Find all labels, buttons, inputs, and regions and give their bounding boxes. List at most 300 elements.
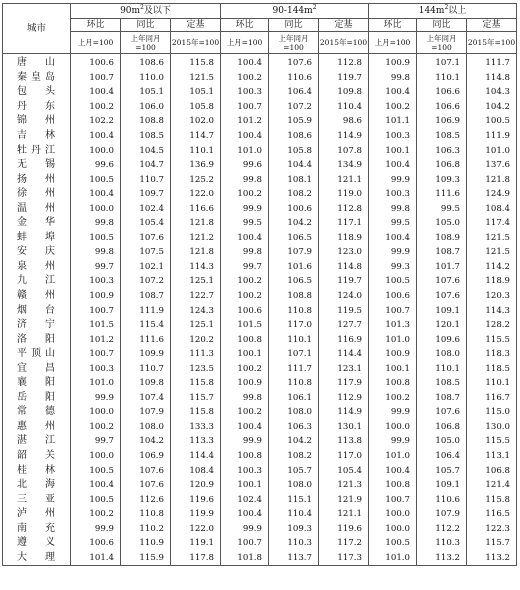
- value-cell: 114.7: [171, 129, 221, 144]
- value-cell: 115.1: [269, 492, 319, 507]
- value-cell: 100.4: [369, 231, 417, 246]
- value-cell: 118.5: [467, 361, 517, 376]
- value-cell: 100.5: [71, 463, 121, 478]
- value-cell: 121.1: [319, 172, 369, 187]
- base-header-last-month: 上月=100: [369, 32, 417, 54]
- value-cell: 106.3: [269, 420, 319, 435]
- city-name: 三亚: [17, 493, 55, 505]
- value-cell: 111.6: [417, 187, 467, 202]
- value-cell: 120.1: [417, 318, 467, 333]
- value-cell: 110.1: [171, 143, 221, 158]
- table-row: [3, 303, 517, 318]
- value-cell: 124.3: [171, 303, 221, 318]
- value-cell: 100.6: [369, 289, 417, 304]
- value-cell: 100.3: [221, 463, 269, 478]
- value-cell: 108.0: [417, 347, 467, 362]
- city-name: 安庆: [17, 246, 55, 258]
- value-cell: 100.3: [369, 187, 417, 202]
- value-cell: 114.3: [171, 260, 221, 275]
- value-cell: 106.6: [417, 85, 467, 100]
- value-cell: 127.7: [319, 318, 369, 333]
- value-cell: 116.9: [319, 332, 369, 347]
- value-cell: 99.9: [71, 522, 121, 537]
- value-cell: 108.0: [269, 405, 319, 420]
- value-cell: 102.0: [171, 114, 221, 129]
- value-cell: 100.3: [71, 274, 121, 289]
- value-cell: 100.6: [71, 536, 121, 551]
- city-name: 济宁: [17, 319, 55, 331]
- value-cell: 100.8: [369, 478, 417, 493]
- value-cell: 100.4: [71, 478, 121, 493]
- value-cell: 100.1: [369, 361, 417, 376]
- value-cell: 100.9: [369, 54, 417, 71]
- metric-header-fixed: 定基: [467, 19, 517, 32]
- city-name: 金华: [17, 217, 55, 229]
- value-cell: 99.8: [71, 245, 121, 260]
- city-name-cell: [3, 551, 71, 566]
- value-cell: 120.3: [467, 289, 517, 304]
- base-header-last-year: 上年同月=100: [121, 32, 171, 54]
- value-cell: 117.0: [319, 449, 369, 464]
- value-cell: 124.9: [467, 187, 517, 202]
- value-cell: 111.7: [467, 54, 517, 71]
- value-cell: 107.6: [269, 54, 319, 71]
- city-name-cell: [3, 507, 71, 522]
- value-cell: 100.0: [71, 449, 121, 464]
- city-name: 烟台: [17, 304, 55, 316]
- metric-header-yoy: 同比: [269, 19, 319, 32]
- city-name: 锦州: [17, 115, 55, 127]
- value-cell: 108.0: [121, 420, 171, 435]
- value-cell: 106.4: [269, 85, 319, 100]
- value-cell: 102.1: [121, 260, 171, 275]
- value-cell: 111.6: [121, 332, 171, 347]
- table-row: [3, 361, 517, 376]
- value-cell: 114.8: [319, 260, 369, 275]
- value-cell: 100.6: [71, 54, 121, 71]
- value-cell: 104.2: [269, 434, 319, 449]
- value-cell: 114.4: [171, 449, 221, 464]
- metric-header-yoy: 同比: [417, 19, 467, 32]
- value-cell: 113.3: [171, 434, 221, 449]
- value-cell: 99.3: [369, 260, 417, 275]
- value-cell: 100.9: [221, 376, 269, 391]
- value-cell: 114.3: [467, 303, 517, 318]
- value-cell: 99.7: [71, 260, 121, 275]
- value-cell: 102.2: [71, 114, 121, 129]
- city-name: 牡丹江: [17, 144, 55, 156]
- value-cell: 100.2: [221, 405, 269, 420]
- value-cell: 107.9: [417, 507, 467, 522]
- value-cell: 121.5: [467, 245, 517, 260]
- city-name-cell: [3, 71, 71, 86]
- value-cell: 99.5: [369, 216, 417, 231]
- value-cell: 107.6: [417, 405, 467, 420]
- value-cell: 125.1: [171, 274, 221, 289]
- value-cell: 109.7: [121, 187, 171, 202]
- value-cell: 104.5: [121, 143, 171, 158]
- value-cell: 99.9: [369, 245, 417, 260]
- value-cell: 100.8: [221, 449, 269, 464]
- value-cell: 109.8: [121, 376, 171, 391]
- value-cell: 105.0: [417, 434, 467, 449]
- value-cell: 108.7: [417, 245, 467, 260]
- city-name: 包头: [17, 86, 55, 98]
- price-index-table: [2, 3, 517, 566]
- value-cell: 110.4: [269, 507, 319, 522]
- city-name: 蚌埠: [17, 231, 55, 243]
- value-cell: 116.6: [171, 201, 221, 216]
- value-cell: 99.8: [369, 201, 417, 216]
- value-cell: 99.7: [71, 434, 121, 449]
- value-cell: 101.1: [369, 114, 417, 129]
- value-cell: 100.5: [71, 172, 121, 187]
- value-cell: 121.9: [319, 492, 369, 507]
- city-name-cell: [3, 376, 71, 391]
- city-name-cell: [3, 536, 71, 551]
- city-name: 湛江: [17, 435, 55, 447]
- value-cell: 106.4: [417, 449, 467, 464]
- table-row: [3, 449, 517, 464]
- value-cell: 112.2: [417, 522, 467, 537]
- value-cell: 100.3: [369, 129, 417, 144]
- table-row: [3, 274, 517, 289]
- table-row: [3, 332, 517, 347]
- value-cell: 104.4: [269, 158, 319, 173]
- value-cell: 117.4: [467, 216, 517, 231]
- city-column-header: 城市: [3, 4, 71, 54]
- value-cell: 123.1: [319, 361, 369, 376]
- value-cell: 106.8: [467, 463, 517, 478]
- value-cell: 107.6: [121, 231, 171, 246]
- table-row: [3, 54, 517, 71]
- table-row: [3, 522, 517, 537]
- value-cell: 110.1: [417, 71, 467, 86]
- value-cell: 118.9: [467, 274, 517, 289]
- value-cell: 115.5: [467, 332, 517, 347]
- value-cell: 115.8: [171, 405, 221, 420]
- value-cell: 122.0: [171, 187, 221, 202]
- city-name-cell: [3, 54, 71, 71]
- value-cell: 100.2: [221, 361, 269, 376]
- value-cell: 121.1: [319, 507, 369, 522]
- city-name: 常德: [17, 406, 55, 418]
- value-cell: 119.9: [171, 507, 221, 522]
- value-cell: 100.9: [369, 347, 417, 362]
- value-cell: 100.2: [221, 71, 269, 86]
- table-row: [3, 420, 517, 435]
- base-header-last-month: 上月=100: [71, 32, 121, 54]
- city-name: 平顶山: [17, 348, 55, 360]
- value-cell: 111.3: [171, 347, 221, 362]
- value-cell: 101.5: [71, 318, 121, 333]
- value-cell: 113.7: [269, 551, 319, 566]
- value-cell: 100.4: [71, 187, 121, 202]
- value-cell: 100.5: [71, 492, 121, 507]
- value-cell: 111.9: [467, 129, 517, 144]
- value-cell: 100.0: [369, 507, 417, 522]
- value-cell: 108.4: [467, 201, 517, 216]
- value-cell: 106.0: [121, 100, 171, 115]
- table-row: [3, 143, 517, 158]
- value-cell: 101.0: [467, 143, 517, 158]
- value-cell: 100.1: [221, 347, 269, 362]
- city-name-cell: [3, 274, 71, 289]
- value-cell: 112.8: [319, 54, 369, 71]
- city-name-cell: [3, 318, 71, 333]
- table-row: [3, 201, 517, 216]
- city-name-cell: [3, 245, 71, 260]
- city-name: 宜昌: [17, 362, 55, 374]
- value-cell: 121.8: [171, 216, 221, 231]
- city-name-cell: [3, 434, 71, 449]
- value-cell: 100.4: [71, 129, 121, 144]
- value-cell: 100.2: [221, 274, 269, 289]
- value-cell: 105.1: [171, 85, 221, 100]
- value-cell: 100.2: [369, 100, 417, 115]
- city-name: 无锡: [17, 159, 55, 171]
- value-cell: 117.2: [319, 536, 369, 551]
- city-name-cell: [3, 332, 71, 347]
- value-cell: 119.7: [319, 274, 369, 289]
- value-cell: 99.6: [221, 158, 269, 173]
- value-cell: 121.5: [467, 231, 517, 246]
- value-cell: 108.8: [269, 289, 319, 304]
- table-row: [3, 85, 517, 100]
- city-name-cell: [3, 463, 71, 478]
- table-row: [3, 405, 517, 420]
- table-row: [3, 216, 517, 231]
- value-cell: 100.2: [369, 391, 417, 406]
- value-cell: 116.7: [467, 391, 517, 406]
- value-cell: 121.8: [171, 245, 221, 260]
- value-cell: 124.0: [319, 289, 369, 304]
- value-cell: 134.9: [319, 158, 369, 173]
- value-cell: 114.8: [467, 71, 517, 86]
- city-name: 唐山: [17, 57, 55, 69]
- value-cell: 108.0: [269, 478, 319, 493]
- value-cell: 100.3: [221, 85, 269, 100]
- value-cell: 121.8: [467, 172, 517, 187]
- city-name: 遵义: [17, 537, 55, 549]
- value-cell: 121.5: [171, 71, 221, 86]
- value-cell: 107.9: [269, 245, 319, 260]
- value-cell: 107.6: [121, 463, 171, 478]
- value-cell: 114.9: [319, 129, 369, 144]
- table-row: [3, 318, 517, 333]
- table-row: [3, 100, 517, 115]
- value-cell: 99.6: [71, 158, 121, 173]
- value-cell: 101.7: [417, 260, 467, 275]
- city-name-cell: [3, 231, 71, 246]
- value-cell: 107.6: [417, 289, 467, 304]
- value-cell: 107.6: [121, 478, 171, 493]
- value-cell: 117.9: [319, 376, 369, 391]
- table-body: [3, 54, 517, 566]
- value-cell: 101.8: [221, 551, 269, 566]
- city-name-cell: [3, 201, 71, 216]
- value-cell: 110.2: [121, 522, 171, 537]
- value-cell: 100.4: [369, 85, 417, 100]
- table-row: [3, 347, 517, 362]
- city-name-cell: [3, 129, 71, 144]
- value-cell: 112.6: [121, 492, 171, 507]
- value-cell: 108.8: [121, 114, 171, 129]
- value-cell: 101.3: [369, 318, 417, 333]
- value-cell: 106.5: [269, 231, 319, 246]
- value-cell: 100.4: [221, 54, 269, 71]
- value-cell: 99.8: [221, 172, 269, 187]
- city-name: 赣州: [17, 290, 55, 302]
- city-name: 扬州: [17, 173, 55, 185]
- value-cell: 111.9: [121, 303, 171, 318]
- value-cell: 119.5: [319, 303, 369, 318]
- value-cell: 100.0: [369, 522, 417, 537]
- value-cell: 110.3: [417, 536, 467, 551]
- city-name-cell: [3, 522, 71, 537]
- value-cell: 117.1: [319, 216, 369, 231]
- city-name: 洛阳: [17, 333, 55, 345]
- value-cell: 110.8: [269, 303, 319, 318]
- value-cell: 108.7: [417, 391, 467, 406]
- table-row: [3, 172, 517, 187]
- value-cell: 100.4: [221, 231, 269, 246]
- value-cell: 105.0: [417, 216, 467, 231]
- value-cell: 122.0: [171, 522, 221, 537]
- base-header-2015: 2015年=100: [171, 32, 221, 54]
- city-name: 九江: [17, 275, 55, 287]
- value-cell: 110.9: [121, 536, 171, 551]
- value-cell: 114.9: [319, 405, 369, 420]
- table-row: [3, 376, 517, 391]
- value-cell: 130.1: [319, 420, 369, 435]
- city-name: 温州: [17, 202, 55, 214]
- value-cell: 110.1: [467, 376, 517, 391]
- value-cell: 100.1: [369, 143, 417, 158]
- value-cell: 114.2: [467, 260, 517, 275]
- value-cell: 106.1: [269, 391, 319, 406]
- value-cell: 106.3: [417, 143, 467, 158]
- city-name-cell: [3, 478, 71, 493]
- value-cell: 100.9: [71, 289, 121, 304]
- value-cell: 121.4: [467, 478, 517, 493]
- value-cell: 112.8: [319, 201, 369, 216]
- city-name-cell: [3, 158, 71, 173]
- value-cell: 105.1: [121, 85, 171, 100]
- group-header-large: $144m^2$以上: [369, 4, 517, 19]
- value-cell: 101.6: [269, 260, 319, 275]
- value-cell: 100.2: [71, 420, 121, 435]
- city-name-cell: [3, 289, 71, 304]
- city-name-cell: [3, 216, 71, 231]
- value-cell: 100.5: [369, 536, 417, 551]
- value-cell: 110.8: [121, 507, 171, 522]
- value-cell: 100.2: [221, 289, 269, 304]
- value-cell: 102.4: [121, 201, 171, 216]
- metric-header-fixed: 定基: [171, 19, 221, 32]
- metric-header-yoy: 同比: [121, 19, 171, 32]
- value-cell: 108.2: [269, 187, 319, 202]
- value-cell: 100.2: [71, 100, 121, 115]
- value-cell: 108.2: [269, 449, 319, 464]
- value-cell: 120.9: [171, 478, 221, 493]
- value-cell: 110.7: [121, 361, 171, 376]
- metric-header-mom: 环比: [71, 19, 121, 32]
- value-cell: 123.0: [319, 245, 369, 260]
- city-name-cell: [3, 361, 71, 376]
- table-header: [3, 4, 517, 54]
- city-name: 泉州: [17, 260, 55, 272]
- table-row: [3, 158, 517, 173]
- value-cell: 118.9: [319, 231, 369, 246]
- value-cell: 106.9: [417, 114, 467, 129]
- table-row: [3, 129, 517, 144]
- value-cell: 121.2: [171, 231, 221, 246]
- value-cell: 99.8: [221, 245, 269, 260]
- city-name-cell: [3, 260, 71, 275]
- value-cell: 100.4: [221, 507, 269, 522]
- value-cell: 106.6: [417, 100, 467, 115]
- value-cell: 105.9: [269, 114, 319, 129]
- value-cell: 100.0: [71, 143, 121, 158]
- city-name-cell: [3, 405, 71, 420]
- price-index-table-container: [2, 3, 516, 566]
- city-name: 泸州: [17, 508, 55, 520]
- value-cell: 105.7: [269, 463, 319, 478]
- value-cell: 110.0: [121, 71, 171, 86]
- value-cell: 115.7: [467, 536, 517, 551]
- value-cell: 125.2: [171, 172, 221, 187]
- value-cell: 110.8: [269, 376, 319, 391]
- table-row: [3, 245, 517, 260]
- city-name-cell: [3, 85, 71, 100]
- table-row: [3, 391, 517, 406]
- value-cell: 109.6: [417, 332, 467, 347]
- value-cell: 119.6: [319, 522, 369, 537]
- city-name-cell: [3, 143, 71, 158]
- value-cell: 130.0: [467, 420, 517, 435]
- value-cell: 117.3: [319, 551, 369, 566]
- value-cell: 107.6: [417, 274, 467, 289]
- value-cell: 100.7: [369, 303, 417, 318]
- value-cell: 136.9: [171, 158, 221, 173]
- value-cell: 113.1: [467, 449, 517, 464]
- table-row: [3, 187, 517, 202]
- value-cell: 115.0: [467, 405, 517, 420]
- value-cell: 109.1: [417, 303, 467, 318]
- value-cell: 104.2: [269, 216, 319, 231]
- value-cell: 100.7: [221, 536, 269, 551]
- value-cell: 105.8: [269, 143, 319, 158]
- value-cell: 108.9: [417, 231, 467, 246]
- value-cell: 99.8: [221, 391, 269, 406]
- city-name: 桂林: [17, 464, 55, 476]
- value-cell: 100.6: [221, 303, 269, 318]
- value-cell: 105.4: [121, 216, 171, 231]
- base-header-last-year: 上年同月=100: [417, 32, 467, 54]
- value-cell: 101.5: [221, 318, 269, 333]
- value-cell: 108.5: [121, 129, 171, 144]
- city-name: 吉林: [17, 130, 55, 141]
- value-cell: 99.5: [417, 201, 467, 216]
- value-cell: 100.4: [71, 85, 121, 100]
- value-cell: 123.5: [171, 361, 221, 376]
- value-cell: 104.7: [121, 158, 171, 173]
- value-cell: 100.2: [221, 187, 269, 202]
- value-cell: 105.8: [171, 100, 221, 115]
- value-cell: 108.1: [269, 172, 319, 187]
- value-cell: 110.6: [417, 492, 467, 507]
